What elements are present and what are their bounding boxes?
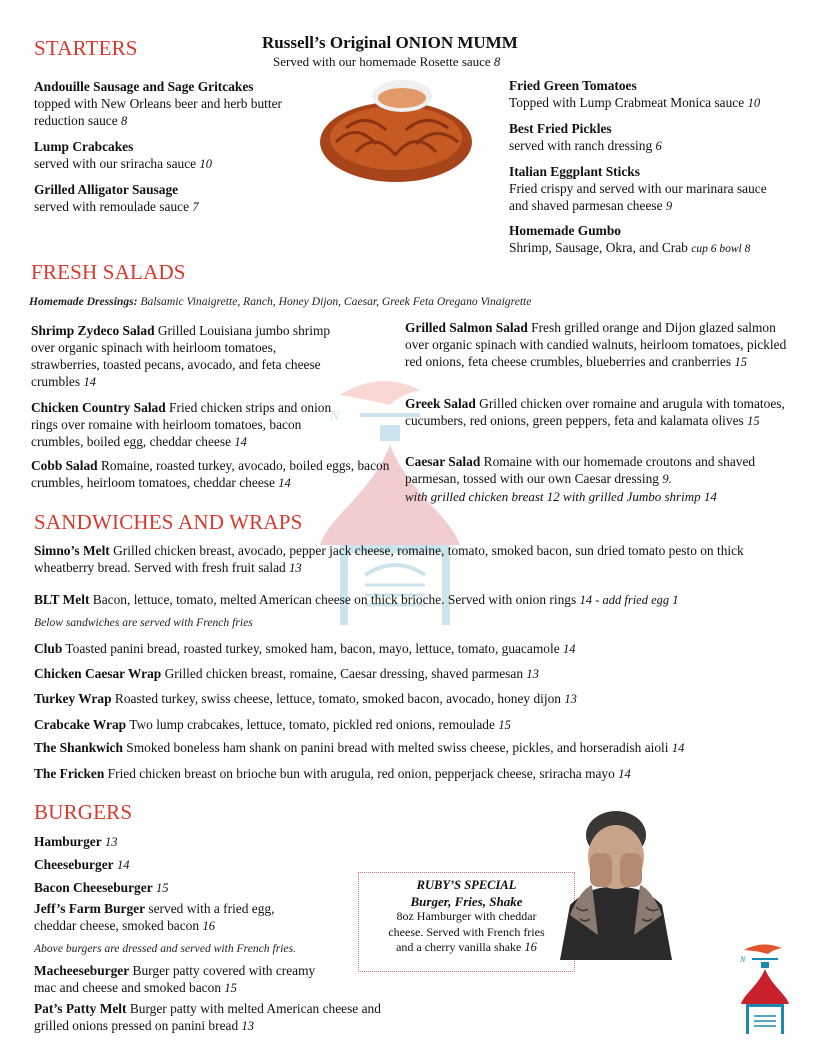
burger-item: Cheeseburger 14 <box>34 857 130 872</box>
special-line: cheese. Served with French fries <box>388 924 545 939</box>
rubys-special-box <box>358 872 575 972</box>
salad-item: Caesar Salad Romaine with our homemade croutons and shaved parmesan, tossed with our own Caesar dressing 9. with grilled chicken breast 12 with grilled Jumbo shrimp 14 <box>405 454 756 504</box>
starter-item: Homemade Gumbo Shrimp, Sausage, Okra, and Crab cup 6 bowl 8 <box>509 223 751 255</box>
starter-item: Lump Crabcakes served with our sriracha sauce 10 <box>34 139 212 171</box>
special-title: RUBY’S SPECIAL <box>416 878 517 892</box>
burger-item: Macheeseburger Burger patty covered with creamy mac and cheese and smoked bacon 15 <box>34 963 316 995</box>
salads-title: FRESH SALADS <box>31 260 186 284</box>
starter-item: Best Fried Pickles served with ranch dressing 6 <box>509 121 662 153</box>
caesar-addons: with grilled chicken breast 12 with grilled Jumbo shrimp 14 <box>405 489 717 504</box>
starter-item: Italian Eggplant Sticks Fried crispy and served with our marinara sauce and shaved parmesan cheese 9 <box>509 164 767 213</box>
sandwich-item: Simno’s Melt Grilled chicken breast, avocado, pepper jack cheese, romaine, tomato, smoked bacon, sun dried tomato pesto on thick wheatberry bread. Served with fresh fruit salad 13 <box>34 543 744 575</box>
starter-item: Andouille Sausage and Sage Gritcakes topped with New Orleans beer and herb butter reduction sauce 8 <box>34 79 283 128</box>
header-title: Russell’s Original ONION MUMM <box>262 33 518 52</box>
svg-text:N: N <box>740 955 746 964</box>
salad-item: Chicken Country Salad Fried chicken strips and onion rings over romaine with heirloom tomatoes, bacon crumbles, boiled egg, cheddar cheese 14 <box>31 400 332 449</box>
burgers-note: Above burgers are dressed and served with French fries. <box>34 942 296 955</box>
chef-photo <box>550 795 682 960</box>
restaurant-logo <box>738 942 790 1034</box>
burger-item: Pat’s Patty Melt Burger patty with melted American cheese and grilled onions pressed on panini bread 13 <box>34 1001 381 1033</box>
dressings-note: Homemade Dressings: Balsamic Vinaigrette, Ranch, Honey Dijon, Caesar, Greek Feta Oregano Vinaigrette <box>29 295 532 308</box>
sandwich-item: BLT Melt Bacon, lettuce, tomato, melted American cheese on thick brioche. Served with onion rings 14 - add fried egg 1 <box>34 592 679 607</box>
salad-item: Grilled Salmon Salad Fresh grilled orange and Dijon glazed salmon over organic spinach with candied walnuts, heirloom tomatoes, pickled red onions, feta cheese crumbles, blueberries and cranberries 15 <box>405 320 787 369</box>
salad-item: Greek Salad Grilled chicken over romaine and arugula with tomatoes, cucumbers, red onions, green peppers, feta and kalamata olives 15 <box>405 396 785 428</box>
sandwich-item: Club Toasted panini bread, roasted turkey, smoked ham, bacon, mayo, lettuce, tomato, guacamole 14 <box>34 641 576 656</box>
onion-mumm-image <box>316 72 476 184</box>
sandwich-item: Turkey Wrap Roasted turkey, swiss cheese, lettuce, tomato, smoked bacon, avocado, honey dijon 13 <box>34 691 577 706</box>
burger-item: Jeff’s Farm Burger served with a fried egg, cheddar cheese, smoked bacon 16 <box>34 901 275 933</box>
sandwich-item: The Fricken Fried chicken breast on brioche bun with arugula, red onion, pepperjack cheese, sriracha mayo 14 <box>34 766 631 781</box>
special-line: and a cherry vanilla shake 16 <box>396 940 537 954</box>
special-line: 8oz Hamburger with cheddar <box>396 909 537 923</box>
svg-text:N: N <box>330 409 340 424</box>
special-subtitle: Burger, Fries, Shake <box>410 893 523 909</box>
burgers-title: BURGERS <box>34 800 133 824</box>
burger-item: Bacon Cheeseburger 15 <box>34 880 169 895</box>
burger-item: Hamburger 13 <box>34 834 118 849</box>
sandwich-item: Crabcake Wrap Two lump crabcakes, lettuce, tomato, pickled red onions, remoulade 15 <box>34 717 511 732</box>
starters-title: STARTERS <box>34 36 138 60</box>
sandwich-item: Chicken Caesar Wrap Grilled chicken breast, romaine, Caesar dressing, shaved parmesan 13 <box>34 666 539 681</box>
header-subtitle: Served with our homemade Rosette sauce 8 <box>273 54 501 69</box>
starter-item: Grilled Alligator Sausage served with remoulade sauce 7 <box>34 182 199 214</box>
salad-item: Shrimp Zydeco Salad Grilled Louisiana jumbo shrimp over organic spinach with heirloom tomatoes, strawberries, toasted pecans, avocado, and feta cheese crumbles 14 <box>31 323 331 389</box>
sandwiches-title: SANDWICHES AND WRAPS <box>34 510 303 534</box>
sandwich-item: The Shankwich Smoked boneless ham shank on panini bread with melted swiss cheese, pickles, and horseradish aioli 14 <box>34 740 685 755</box>
starter-item: Fried Green Tomatoes Topped with Lump Crabmeat Monica sauce 10 <box>509 78 761 110</box>
sandwiches-note: Below sandwiches are served with French fries <box>34 616 253 629</box>
salad-item: Cobb Salad Romaine, roasted turkey, avocado, boiled eggs, bacon crumbles, heirloom tomatoes, cheddar cheese 14 <box>31 458 390 490</box>
